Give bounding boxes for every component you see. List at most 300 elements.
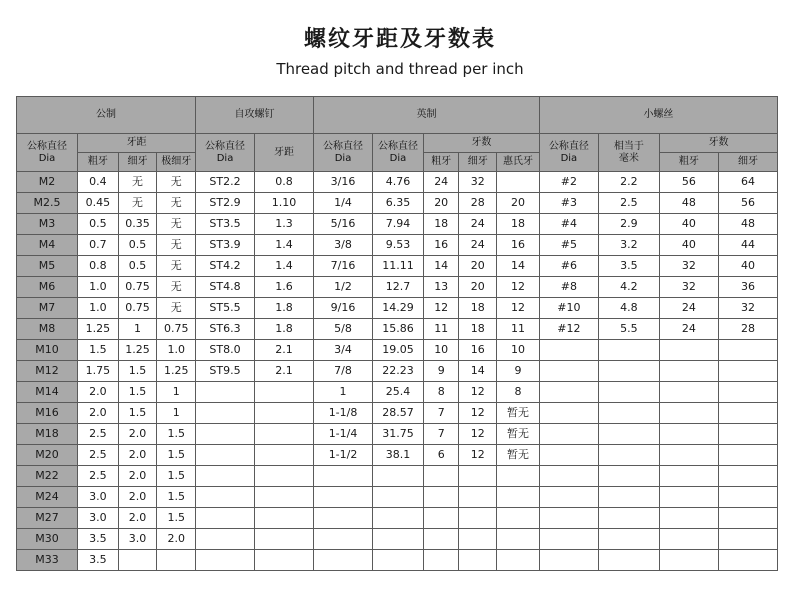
header-label: Dia: [38, 152, 56, 164]
metric-cell: M22: [17, 466, 78, 487]
imp-cell: 7/8: [314, 361, 373, 382]
metric-cell: 3.0: [78, 508, 119, 529]
small-cell: #8: [539, 277, 598, 298]
imp-cell: 11.11: [373, 256, 424, 277]
header-metric-dia: [17, 134, 78, 172]
tap-cell: ST9.5: [196, 361, 255, 382]
tap-cell: [255, 550, 314, 571]
small-cell: [659, 424, 718, 445]
imp-cell: 8: [423, 382, 459, 403]
small-cell: [718, 550, 777, 571]
imp-cell: 24: [423, 172, 459, 193]
table-row: [17, 277, 778, 298]
table-row: [17, 508, 778, 529]
imp-cell: [423, 508, 459, 529]
imp-cell: 4.76: [373, 172, 424, 193]
tap-cell: [255, 403, 314, 424]
imp-cell: 1-1/8: [314, 403, 373, 424]
tap-cell: ST3.9: [196, 235, 255, 256]
header-label: Dia: [216, 152, 234, 164]
small-cell: [659, 529, 718, 550]
small-cell: [718, 424, 777, 445]
metric-cell: 无: [118, 193, 157, 214]
imp-cell: 20: [459, 256, 497, 277]
small-cell: 56: [718, 193, 777, 214]
metric-cell: 3.5: [78, 550, 119, 571]
imp-cell: 11: [497, 319, 540, 340]
small-cell: [598, 424, 659, 445]
small-cell: #10: [539, 298, 598, 319]
imp-cell: [314, 529, 373, 550]
metric-cell: M18: [17, 424, 78, 445]
small-cell: [659, 508, 718, 529]
header-self-tapping: 自攻螺钉: [196, 97, 314, 134]
imp-cell: [373, 508, 424, 529]
tap-cell: [255, 487, 314, 508]
imp-cell: 10: [423, 340, 459, 361]
small-cell: 3.5: [598, 256, 659, 277]
metric-cell: M8: [17, 319, 78, 340]
small-cell: [718, 487, 777, 508]
metric-cell: 1.5: [118, 361, 157, 382]
metric-cell: 1.75: [78, 361, 119, 382]
tap-cell: [196, 487, 255, 508]
imp-cell: 12: [459, 424, 497, 445]
metric-cell: 无: [157, 277, 196, 298]
imp-cell: 12: [459, 445, 497, 466]
small-cell: [598, 550, 659, 571]
imp-cell: 12: [459, 382, 497, 403]
small-cell: 44: [718, 235, 777, 256]
imp-cell: [497, 487, 540, 508]
small-cell: [598, 403, 659, 424]
metric-cell: 1.5: [78, 340, 119, 361]
table-row: [17, 361, 778, 382]
imp-cell: [459, 487, 497, 508]
metric-cell: 1.0: [78, 277, 119, 298]
tap-cell: 1.8: [255, 319, 314, 340]
metric-cell: 无: [118, 172, 157, 193]
metric-cell: 1.5: [118, 382, 157, 403]
tap-cell: 0.8: [255, 172, 314, 193]
tap-cell: ST8.0: [196, 340, 255, 361]
tap-cell: 1.6: [255, 277, 314, 298]
small-cell: [718, 382, 777, 403]
imp-cell: 20: [423, 193, 459, 214]
metric-cell: 0.8: [78, 256, 119, 277]
imp-cell: 9.53: [373, 235, 424, 256]
tap-cell: ST5.5: [196, 298, 255, 319]
tap-cell: [255, 466, 314, 487]
tap-cell: 2.1: [255, 340, 314, 361]
small-cell: [659, 487, 718, 508]
imp-cell: 3/4: [314, 340, 373, 361]
small-cell: 24: [659, 298, 718, 319]
metric-cell: M27: [17, 508, 78, 529]
small-cell: 4.2: [598, 277, 659, 298]
table-row: [17, 214, 778, 235]
imp-cell: 10: [497, 340, 540, 361]
header-fine: 细牙: [459, 153, 497, 172]
header-metric: 公制: [17, 97, 196, 134]
metric-cell: 1.5: [157, 487, 196, 508]
imp-cell: 3/8: [314, 235, 373, 256]
imp-cell: 18: [459, 319, 497, 340]
imp-cell: 7: [423, 403, 459, 424]
small-cell: [718, 508, 777, 529]
tap-cell: 1.3: [255, 214, 314, 235]
header-label: 公称直径: [27, 140, 68, 152]
page-title: 螺纹牙距及牙数表: [303, 27, 496, 52]
header-label: 公称直径: [548, 140, 589, 152]
header-imp-dia: [314, 134, 373, 172]
metric-cell: M10: [17, 340, 78, 361]
imp-cell: 暂无: [497, 403, 540, 424]
imp-cell: [497, 529, 540, 550]
small-cell: #6: [539, 256, 598, 277]
tap-cell: 1.8: [255, 298, 314, 319]
header-label: Dia: [560, 152, 578, 164]
imp-cell: 9: [497, 361, 540, 382]
small-cell: [598, 466, 659, 487]
imp-cell: [459, 529, 497, 550]
tap-cell: [196, 403, 255, 424]
small-cell: 2.5: [598, 193, 659, 214]
table-row: [17, 319, 778, 340]
tap-cell: ST3.5: [196, 214, 255, 235]
metric-cell: 1: [157, 382, 196, 403]
imp-cell: 9: [423, 361, 459, 382]
imp-cell: [314, 466, 373, 487]
small-cell: [539, 340, 598, 361]
imp-cell: 19.05: [373, 340, 424, 361]
imp-cell: [373, 550, 424, 571]
metric-cell: [118, 550, 157, 571]
imp-cell: 16: [423, 235, 459, 256]
metric-cell: M12: [17, 361, 78, 382]
metric-cell: 2.5: [78, 424, 119, 445]
header-small-count: 牙数: [659, 134, 777, 153]
metric-cell: 2.0: [118, 466, 157, 487]
imp-cell: [314, 487, 373, 508]
imp-cell: [314, 550, 373, 571]
metric-cell: 1.5: [118, 403, 157, 424]
small-cell: [659, 340, 718, 361]
metric-cell: M16: [17, 403, 78, 424]
header-coarse: 粗牙: [78, 153, 119, 172]
imp-cell: 20: [459, 277, 497, 298]
tap-cell: 2.1: [255, 361, 314, 382]
imp-cell: 24: [459, 235, 497, 256]
imp-cell: 12: [497, 298, 540, 319]
small-cell: [539, 361, 598, 382]
metric-cell: 0.75: [118, 277, 157, 298]
imp-cell: 18: [423, 214, 459, 235]
small-cell: #3: [539, 193, 598, 214]
tap-cell: [196, 445, 255, 466]
header-metric-pitch: 牙距: [78, 134, 196, 153]
small-cell: [539, 529, 598, 550]
tap-cell: 1.4: [255, 235, 314, 256]
tap-cell: ST2.2: [196, 172, 255, 193]
header-tap-pitch: 牙距: [255, 134, 314, 172]
small-cell: [598, 508, 659, 529]
tap-cell: [196, 382, 255, 403]
metric-cell: 2.0: [78, 382, 119, 403]
small-cell: [539, 382, 598, 403]
metric-cell: 无: [157, 256, 196, 277]
small-cell: [598, 445, 659, 466]
imp-cell: 18: [459, 298, 497, 319]
small-cell: 36: [718, 277, 777, 298]
header-coarse: 粗牙: [423, 153, 459, 172]
header-label: 公称直径: [377, 140, 418, 152]
small-cell: [539, 487, 598, 508]
imp-cell: [497, 466, 540, 487]
metric-cell: 无: [157, 298, 196, 319]
metric-cell: M6: [17, 277, 78, 298]
imp-cell: 1: [314, 382, 373, 403]
metric-cell: 0.45: [78, 193, 119, 214]
table-row: [17, 424, 778, 445]
tap-cell: ST6.3: [196, 319, 255, 340]
metric-cell: 0.5: [118, 256, 157, 277]
tap-cell: [255, 529, 314, 550]
metric-cell: [157, 550, 196, 571]
metric-cell: 无: [157, 193, 196, 214]
metric-cell: M2: [17, 172, 78, 193]
imp-cell: [314, 508, 373, 529]
metric-cell: 1.25: [157, 361, 196, 382]
tap-cell: [255, 424, 314, 445]
small-cell: [718, 466, 777, 487]
small-cell: 40: [718, 256, 777, 277]
header-label: 公称直径: [323, 140, 364, 152]
small-cell: 48: [718, 214, 777, 235]
metric-cell: 1.5: [157, 508, 196, 529]
imp-cell: [423, 466, 459, 487]
imp-cell: 28: [459, 193, 497, 214]
imp-cell: [373, 529, 424, 550]
page-subtitle: Thread pitch and thread per inch: [276, 60, 524, 78]
imp-cell: 14: [497, 256, 540, 277]
small-cell: [539, 508, 598, 529]
small-cell: 32: [718, 298, 777, 319]
imp-cell: 1-1/2: [314, 445, 373, 466]
tap-cell: ST4.2: [196, 256, 255, 277]
header-label: Dia: [389, 152, 407, 164]
imp-cell: 6.35: [373, 193, 424, 214]
imp-cell: 32: [459, 172, 497, 193]
metric-cell: 无: [157, 214, 196, 235]
small-cell: #12: [539, 319, 598, 340]
small-cell: [718, 340, 777, 361]
tap-cell: 1.4: [255, 256, 314, 277]
small-cell: 40: [659, 235, 718, 256]
tap-cell: [196, 466, 255, 487]
tap-cell: ST4.8: [196, 277, 255, 298]
imp-cell: [459, 466, 497, 487]
table-row: [17, 487, 778, 508]
imp-cell: 38.1: [373, 445, 424, 466]
metric-cell: 0.5: [118, 235, 157, 256]
header-extra-fine: 极细牙: [157, 153, 196, 172]
imp-cell: 18: [497, 214, 540, 235]
header-label: 公称直径: [205, 140, 246, 152]
imp-cell: 5/16: [314, 214, 373, 235]
metric-cell: 0.5: [78, 214, 119, 235]
imp-cell: 15.86: [373, 319, 424, 340]
small-cell: 32: [659, 256, 718, 277]
tap-cell: [196, 550, 255, 571]
metric-cell: M20: [17, 445, 78, 466]
small-cell: 2.9: [598, 214, 659, 235]
tap-cell: ST2.9: [196, 193, 255, 214]
small-cell: [659, 382, 718, 403]
imp-cell: 11: [423, 319, 459, 340]
tap-cell: [255, 508, 314, 529]
small-cell: 28: [718, 319, 777, 340]
metric-cell: 2.0: [78, 403, 119, 424]
small-cell: [539, 550, 598, 571]
small-cell: 64: [718, 172, 777, 193]
metric-cell: 0.7: [78, 235, 119, 256]
table-row: [17, 298, 778, 319]
small-cell: 2.2: [598, 172, 659, 193]
imp-cell: 8: [497, 382, 540, 403]
table-row: [17, 235, 778, 256]
header-fine: 细牙: [118, 153, 157, 172]
imp-cell: 1/2: [314, 277, 373, 298]
table-row: [17, 340, 778, 361]
table-row: [17, 529, 778, 550]
table-row: [17, 193, 778, 214]
imp-cell: 31.75: [373, 424, 424, 445]
metric-cell: M2.5: [17, 193, 78, 214]
table-row: [17, 256, 778, 277]
small-cell: 3.2: [598, 235, 659, 256]
imp-cell: 28.57: [373, 403, 424, 424]
header-imp-count: 牙数: [423, 134, 539, 153]
imp-cell: 14.29: [373, 298, 424, 319]
small-cell: [718, 529, 777, 550]
imp-cell: [373, 466, 424, 487]
metric-cell: 0.4: [78, 172, 119, 193]
tap-cell: 1.10: [255, 193, 314, 214]
tap-cell: [196, 529, 255, 550]
small-cell: #5: [539, 235, 598, 256]
imp-cell: 22.23: [373, 361, 424, 382]
small-cell: [659, 403, 718, 424]
metric-cell: M3: [17, 214, 78, 235]
metric-cell: 2.5: [78, 466, 119, 487]
small-cell: 32: [659, 277, 718, 298]
metric-cell: M7: [17, 298, 78, 319]
imp-cell: 16: [459, 340, 497, 361]
imp-cell: 6: [423, 445, 459, 466]
imp-cell: [497, 172, 540, 193]
small-cell: 4.8: [598, 298, 659, 319]
metric-cell: 0.75: [118, 298, 157, 319]
small-cell: #4: [539, 214, 598, 235]
small-cell: [598, 529, 659, 550]
header-coarse: 粗牙: [659, 153, 718, 172]
imp-cell: 暂无: [497, 424, 540, 445]
imp-cell: 1/4: [314, 193, 373, 214]
imp-cell: 7/16: [314, 256, 373, 277]
header-small-screw: 小螺丝: [539, 97, 777, 134]
header-whitworth: 惠氏牙: [497, 153, 540, 172]
imp-cell: 16: [497, 235, 540, 256]
metric-cell: 2.0: [118, 487, 157, 508]
imp-cell: 14: [459, 361, 497, 382]
metric-cell: 1.5: [157, 424, 196, 445]
imp-cell: 3/16: [314, 172, 373, 193]
imp-cell: [423, 550, 459, 571]
small-cell: [598, 382, 659, 403]
imp-cell: [497, 508, 540, 529]
metric-cell: 1.5: [157, 466, 196, 487]
small-cell: [598, 487, 659, 508]
imp-cell: 5/8: [314, 319, 373, 340]
tap-cell: [196, 508, 255, 529]
small-cell: [598, 361, 659, 382]
table-row: [17, 172, 778, 193]
imp-cell: 1-1/4: [314, 424, 373, 445]
metric-cell: 2.5: [78, 445, 119, 466]
imp-cell: [423, 529, 459, 550]
imp-cell: 12.7: [373, 277, 424, 298]
metric-cell: 2.0: [118, 445, 157, 466]
imp-cell: 12: [423, 298, 459, 319]
tap-cell: [255, 382, 314, 403]
metric-cell: M30: [17, 529, 78, 550]
imp-cell: 24: [459, 214, 497, 235]
header-small-equiv: 相当于毫米: [598, 134, 659, 172]
small-cell: [539, 466, 598, 487]
imp-cell: 14: [423, 256, 459, 277]
tap-cell: [196, 424, 255, 445]
metric-cell: 1.0: [157, 340, 196, 361]
metric-cell: 无: [157, 172, 196, 193]
imp-cell: [423, 487, 459, 508]
metric-cell: 0.75: [157, 319, 196, 340]
metric-cell: 2.0: [157, 529, 196, 550]
header-imperial: 英制: [314, 97, 540, 134]
small-cell: [539, 424, 598, 445]
metric-cell: M33: [17, 550, 78, 571]
small-cell: [539, 445, 598, 466]
small-cell: [659, 445, 718, 466]
imp-cell: 暂无: [497, 445, 540, 466]
imp-cell: 20: [497, 193, 540, 214]
metric-cell: 1.0: [78, 298, 119, 319]
imp-cell: 13: [423, 277, 459, 298]
header-tap-dia: [196, 134, 255, 172]
metric-cell: 3.5: [78, 529, 119, 550]
small-cell: [659, 361, 718, 382]
small-cell: [539, 403, 598, 424]
imp-cell: 12: [497, 277, 540, 298]
imp-cell: 7.94: [373, 214, 424, 235]
metric-cell: M4: [17, 235, 78, 256]
metric-cell: 无: [157, 235, 196, 256]
table-row: [17, 445, 778, 466]
table-row: [17, 550, 778, 571]
metric-cell: 1.5: [157, 445, 196, 466]
metric-cell: 1: [157, 403, 196, 424]
header-imp-dia-mm: [373, 134, 424, 172]
